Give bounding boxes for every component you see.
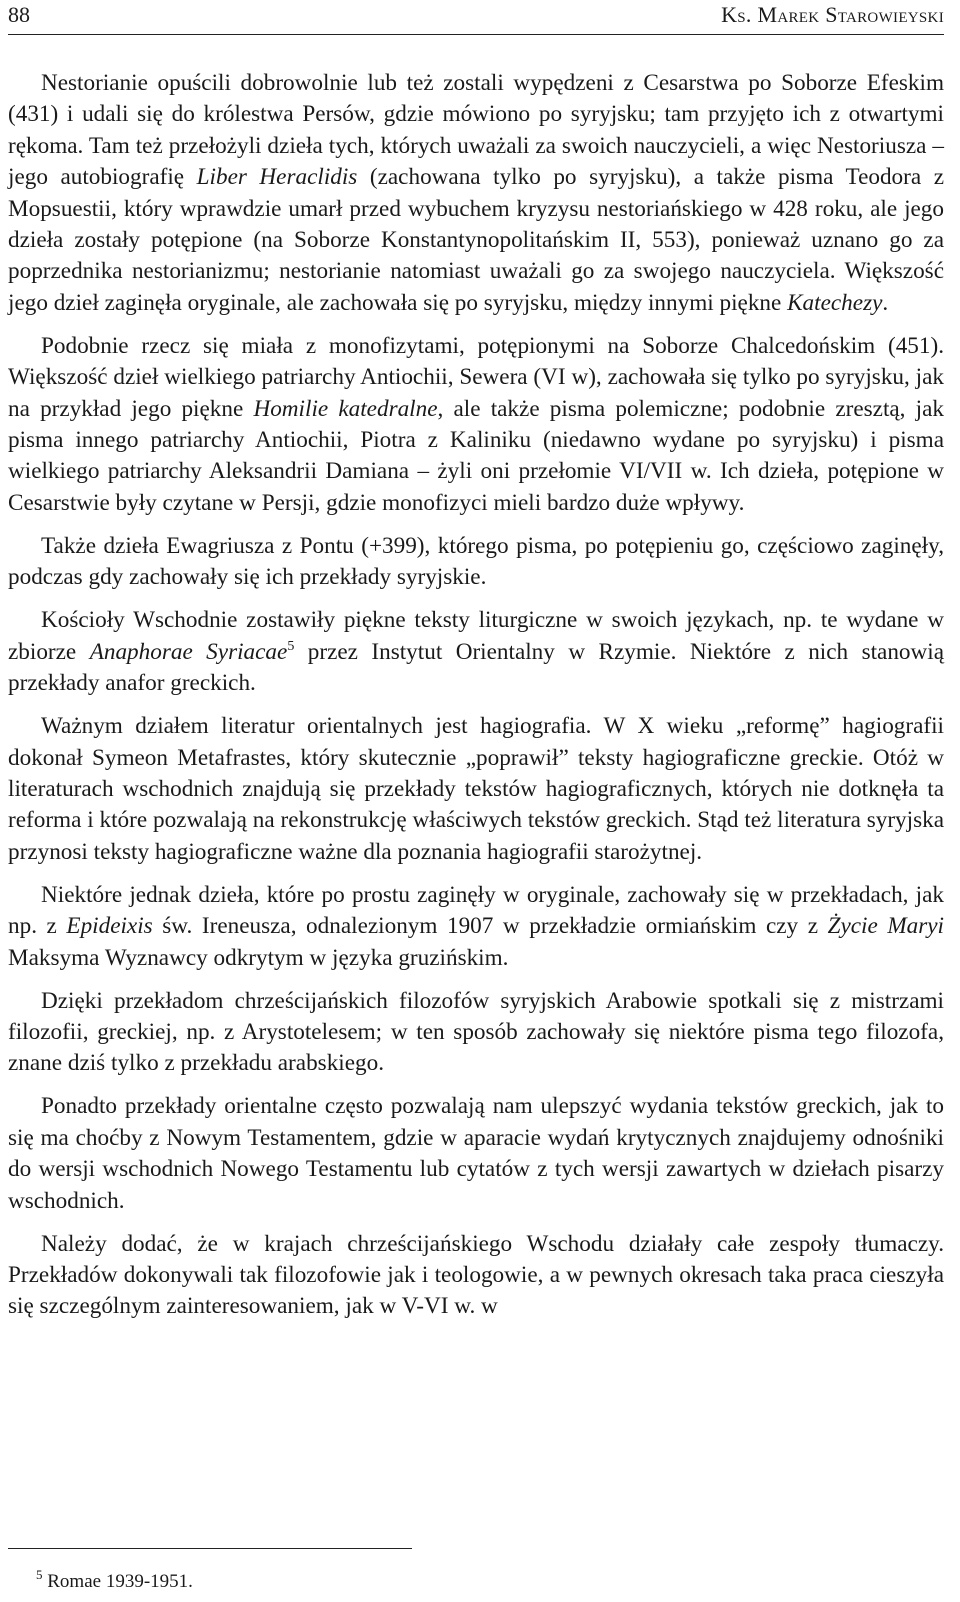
paragraph-6 bbox=[8, 880, 944, 974]
paragraph-4-text-2: przez Instytut Orientalny w Rzymie. Niektóre z nich stanowią przekłady anafor greckich. bbox=[8, 638, 944, 697]
title-epideixis: Epideixis bbox=[66, 913, 153, 940]
paragraph-2 bbox=[8, 331, 944, 519]
paragraph-1-text-1: Nestorianie opuścili dobrowolnie lub też zostali wypędzeni z Cesarstwa po Soborze Efeskim (431) i udali się do królestwa Persów, gdzie mówiono po syryjsku; tam przyjęto ich z otwartymi rękoma. Tam też przełożyli dzieła tych, których uważali za swoich nauczycieli, a więc Nestoriusza – jego autobiografię bbox=[8, 70, 944, 191]
footnote-reference[interactable]: 5 bbox=[287, 638, 295, 654]
footnote-text: Romae 1939-1951. bbox=[47, 1571, 193, 1592]
paragraph-3 bbox=[8, 531, 944, 594]
paragraph-5-text-1: Ważnym działem literatur orientalnych jest hagiografia. W X wieku „reformę” hagiografii dokonał Symeon Metafrastes, który skutecznie „poprawił” teksty hagiograficzne greckie. Otóż w literaturach wschodnich znajdują się przekłady tekstów hagiograficznych, których nie dotknęła ta reforma i które pozwalają na rekonstrukcję właściwych tekstów greckich. Stąd też literatura syryjska przynosi teksty hagiograficzne ważne dla poznania hagiografii starożytnej. bbox=[8, 713, 944, 865]
footnote bbox=[36, 1568, 193, 1596]
paragraph-6-text-3: Maksyma Wyznawcy odkrytym w języka gruzińskim. bbox=[8, 944, 509, 971]
paragraph-6-text-1: Niektóre jednak dzieła, które po prostu zaginęły w oryginale, zachowały się w przekładach, jak np. z bbox=[8, 881, 944, 940]
title-homilie-katedralne: Homilie katedralne bbox=[253, 395, 438, 422]
paragraph-8-text-1: Ponadto przekłady orientalne często pozwalają nam ulepszyć wydania tekstów greckich, jak to się ma choćby z Nowym Testamentem, gdzie w aparacie wydań krytycznych znajdujemy odnośniki do wersji wschodnich Nowego Testamentu lub cytatów z tych wersji zawartych w dziełach pisarzy wschodnich. bbox=[8, 1093, 944, 1214]
paragraph-4-text-1: Kościoły Wschodnie zostawiły piękne teksty liturgiczne w swoich językach, np. te wydane w zbiorze bbox=[8, 607, 944, 665]
paragraph-8 bbox=[8, 1091, 944, 1217]
title-katechezy: Katechezy bbox=[787, 289, 883, 316]
paragraph-5 bbox=[8, 711, 944, 868]
paragraph-3-text-1: Także dzieła Ewagriusza z Pontu (+399), którego pisma, po potępieniu go, częściowo zaginęły, podczas gdy zachowały się ich przekłady syryjskie. bbox=[8, 532, 944, 591]
title-zycie-maryi: Życie Maryi bbox=[827, 913, 945, 940]
title-anaphorae-syriacae: Anaphorae Syriacae bbox=[89, 638, 288, 665]
paragraph-9 bbox=[8, 1229, 944, 1323]
paragraph-9-text-1: Należy dodać, że w krajach chrześcijańskiego Wschodu działały całe zespoły tłumaczy. Przekładów dokonywali tak filozofowie jak i teologowie, a w pewnych okresach taka praca cieszyła się szczególnym zainteresowaniem, jak w V-VI w. w bbox=[8, 1230, 944, 1320]
body-text bbox=[8, 68, 944, 1334]
paragraph-2-text-2: , ale także pisma polemiczne; podobnie zresztą, jak pisma innego patriarchy Antiochii, Piotra z Kaliniku (niedawno wydane po syryjsku) i pisma wielkiego patriarchy Aleksandrii Damiana – żyli oni przełomie VI/VII w. Ich dzieła, potępione w Cesarstwie były czytane w Persji, gdzie monofizyci mieli bardzo duże wpływy. bbox=[8, 395, 944, 516]
title-liber-heraclidis: Liber Heraclidis bbox=[196, 164, 358, 191]
running-head: Ks. Marek Starowieyski bbox=[721, 2, 944, 27]
paragraph-7-text-1: Dzięki przekładom chrześcijańskich filozofów syryjskich Arabowie spotkali się z mistrzami filozofii, greckiej, np. z Arystotelesem; w ten sposób zachowały się niektóre pisma tego filozofa, znane dziś tylko z przekładu arabskiego. bbox=[8, 987, 944, 1077]
paragraph-1-text-2: (zachowana tylko po syryjsku), a także pisma Teodora z Mopsuestii, który wprawdzie umarł przed wybuchem kryzysu nestoriańskiego w 428 roku, ale jego dzieła zostały potępione (na Soborze Konstantynopolitańskim II, 553), ponieważ uznano go za poprzednika nestorianizmu; nestorianie natomiast uważali go za swojego nauczyciela. Większość jego dzieł zaginęła oryginale, ale zachowała się po syryjsku, między innymi piękne bbox=[8, 164, 944, 316]
paragraph-1 bbox=[8, 68, 944, 319]
footnote-divider bbox=[8, 1548, 412, 1549]
page-header bbox=[8, 0, 944, 35]
paragraph-7 bbox=[8, 986, 944, 1080]
paragraph-6-text-2: św. Ireneusza, odnalezionym 1907 w przekładzie ormiańskim czy z bbox=[152, 913, 828, 940]
page-number: 88 bbox=[8, 2, 30, 27]
footnote-number: 5 bbox=[36, 1567, 43, 1582]
paragraph-2-text-1: Podobnie rzecz się miała z monofizytami, potępionymi na Soborze Chalcedońskim (451). Większość dzieł wielkiego patriarchy Antiochii, Sewera (VI w), zachowała się tylko po syryjsku, jak na przykład jego piękne bbox=[8, 332, 944, 422]
paragraph-1-text-3: . bbox=[882, 289, 889, 316]
paragraph-4 bbox=[8, 605, 944, 699]
